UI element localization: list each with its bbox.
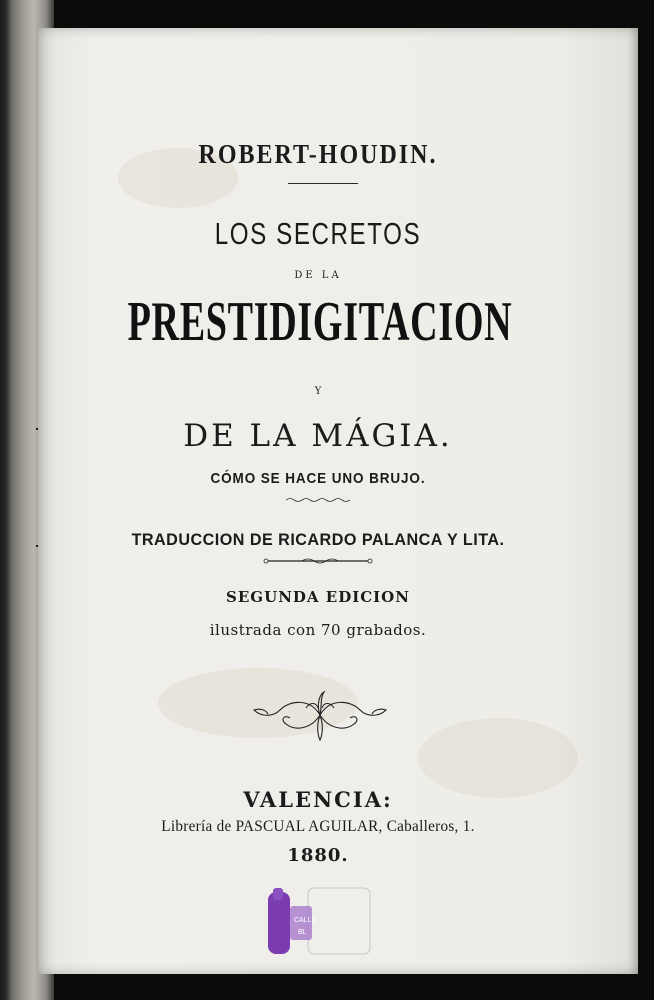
title-page [38, 28, 638, 974]
author-name: ROBERT-HOUDIN. [198, 139, 438, 170]
flourish-ornament [250, 688, 390, 742]
title-page-content [38, 28, 638, 974]
stamp-seal-icon [264, 886, 380, 958]
publisher-line: Librería de PASCUAL AGUILAR, Caballeros, 1. [161, 818, 475, 835]
title-connector-1: DE LA [294, 270, 342, 281]
city-line: VALENCIA: [243, 787, 393, 812]
wavy-rule [286, 497, 350, 503]
stamp-text-1: CALLE [294, 917, 317, 924]
ornamental-rule [262, 556, 374, 566]
illustrations-line: ilustrada con 70 grabados. [209, 621, 427, 639]
edition-line: SEGUNDA EDICION [226, 588, 410, 606]
year-line: 1880. [287, 845, 349, 866]
title-line-1: LOS SECRETOS [214, 216, 422, 251]
library-stamp [264, 886, 380, 958]
main-title: PRESTIDIGITACION [127, 291, 513, 353]
translator-line: TRADUCCION DE RICARDO PALANCA Y LITA. [131, 530, 505, 549]
title-line-2: DE LA MÁGIA. [183, 418, 453, 454]
subtitle: CÓMO SE HACE UNO BRUJO. [210, 470, 426, 487]
author-rule [288, 183, 358, 184]
title-connector-2: Y [314, 386, 322, 397]
stamp-text-2: BL [298, 929, 307, 936]
